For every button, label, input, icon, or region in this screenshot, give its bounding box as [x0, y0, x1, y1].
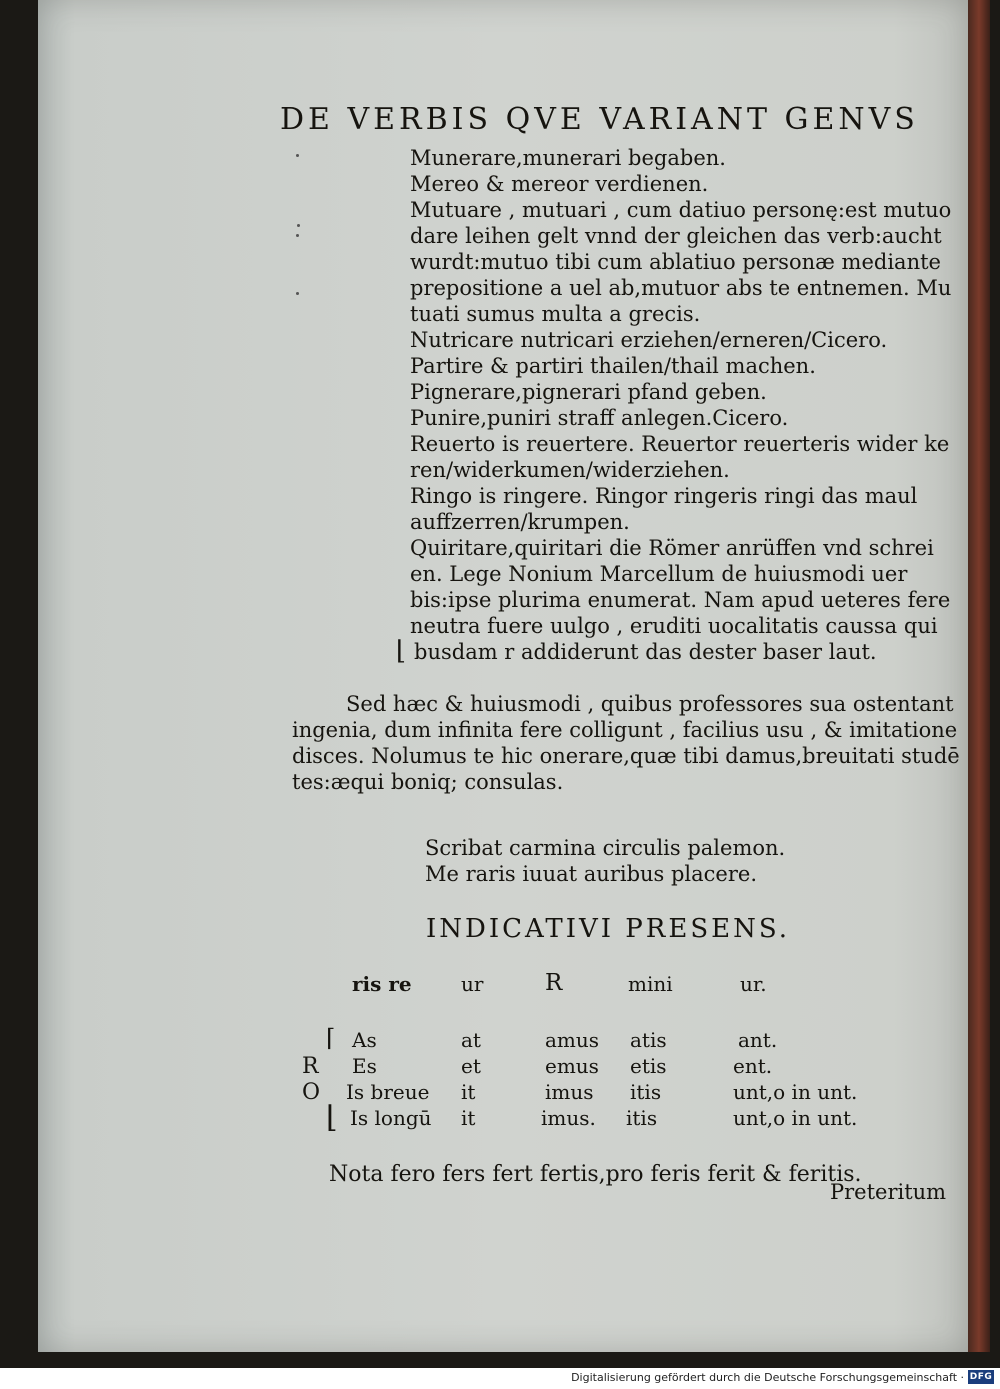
nota-line: Nota fero fers fert fertis,pro feris ferit & feritis.: [329, 1162, 862, 1187]
verb-line: Pignerare,pignerari pfand geben.: [410, 380, 767, 404]
table-cell: ent.: [733, 1054, 773, 1078]
verb-line: neutra fuere uulgo , eruditi uocalitatis caussa qui: [410, 614, 938, 638]
verb-line: Quiritare,quiritari die Römer anrüffen vnd schrei: [410, 536, 934, 560]
poem-line: Me raris iuuat auribus placere.: [425, 862, 758, 886]
side-letter: R: [302, 1054, 319, 1079]
table-cell: Is breue: [346, 1080, 430, 1104]
verb-line: Punire,puniri straff anlegen.Cicero.: [410, 406, 789, 430]
table-cell: it: [461, 1080, 476, 1104]
verb-line: tuati sumus multa a grecis.: [410, 302, 701, 326]
table-cell: unt,o in unt.: [733, 1080, 858, 1104]
side-letter: O: [302, 1080, 321, 1105]
table-cell: Es: [352, 1054, 377, 1078]
verb-line: bis:ipse plurima enumerat. Nam apud ueteres fere: [410, 588, 951, 612]
table-cell: Is longū: [350, 1106, 432, 1130]
catchword: Preteritum: [830, 1180, 947, 1204]
table-cell: amus: [545, 1028, 600, 1052]
verb-line: Nutricare nutricari erziehen/erneren/Cicero.: [410, 328, 888, 352]
poem-line: Scribat carmina circulis palemon.: [425, 836, 786, 860]
table-cell: As: [352, 1028, 377, 1052]
table-cell: itis: [630, 1080, 662, 1104]
bracket-mark: ⌊: [396, 636, 407, 666]
verb-line: Mutuare , mutuari , cum datiuo personę:est mutuo: [410, 198, 952, 222]
page-edge: [968, 0, 990, 1352]
verb-line: Munerare,munerari begaben.: [410, 146, 726, 170]
table-cell: imus: [545, 1080, 594, 1104]
column-header: ur.: [740, 972, 767, 996]
table-cell: imus.: [541, 1106, 596, 1130]
dfg-logo[interactable]: DFG: [969, 1372, 993, 1382]
verb-line: wurdt:mutuo tibi cum ablatiuo personæ mediante: [410, 250, 941, 274]
bracket-mark: ⌈: [326, 1024, 336, 1052]
verb-line: Ringo is ringere. Ringor ringeris ringi das maul: [410, 484, 918, 508]
table-cell: at: [461, 1028, 481, 1052]
verb-line: en. Lege Nonium Marcellum de huiusmodi uer: [410, 562, 908, 586]
verb-line: busdam r addiderunt das dester baser laut.: [414, 640, 877, 664]
paragraph-line: Sed hæc & huiusmodi , quibus professores sua ostentant: [346, 692, 954, 716]
column-header: ur: [461, 972, 484, 996]
table-cell: ant.: [738, 1028, 778, 1052]
table-cell: etis: [630, 1054, 667, 1078]
column-header: ris re: [352, 972, 412, 996]
verb-line: prepositione a uel ab,mutuor abs te entnemen. Mu: [410, 276, 952, 300]
verb-line: Mereo & mereor verdienen.: [410, 172, 709, 196]
running-head: DE VERBIS QVE VARIANT GENVS: [280, 102, 919, 137]
footer-credit[interactable]: Digitalisierung gefördert durch die Deutsche Forschungsgemeinschaft ·: [571, 1371, 964, 1384]
column-header: R: [545, 970, 563, 996]
verb-line: Partire & partiri thailen/thail machen.: [410, 354, 816, 378]
bracket-mark: ⌊: [326, 1100, 338, 1135]
verb-line: dare leihen gelt vnnd der gleichen das verb:aucht: [410, 224, 942, 248]
paragraph-line: disces. Nolumus te hic onerare,quæ tibi damus,breuitati studē: [292, 744, 960, 768]
paragraph-line: tes:æqui boniq; consulas.: [292, 770, 564, 794]
column-header: mini: [628, 972, 673, 996]
verb-line: Reuerto is reuertere. Reuertor reuerteris wider ke: [410, 432, 950, 456]
paragraph-line: ingenia, dum infinita fere colligunt , facilius usu , & imitatione: [292, 718, 958, 742]
table-cell: emus: [545, 1054, 599, 1078]
table-cell: itis: [626, 1106, 658, 1130]
section-heading: INDICATIVI PRESENS.: [426, 914, 791, 944]
verb-line: ren/widerkumen/widerziehen.: [410, 458, 730, 482]
table-cell: unt,o in unt.: [733, 1106, 858, 1130]
table-cell: it: [461, 1106, 476, 1130]
table-cell: et: [461, 1054, 481, 1078]
table-cell: atis: [630, 1028, 667, 1052]
verb-line: auffzerren/krumpen.: [410, 510, 630, 534]
